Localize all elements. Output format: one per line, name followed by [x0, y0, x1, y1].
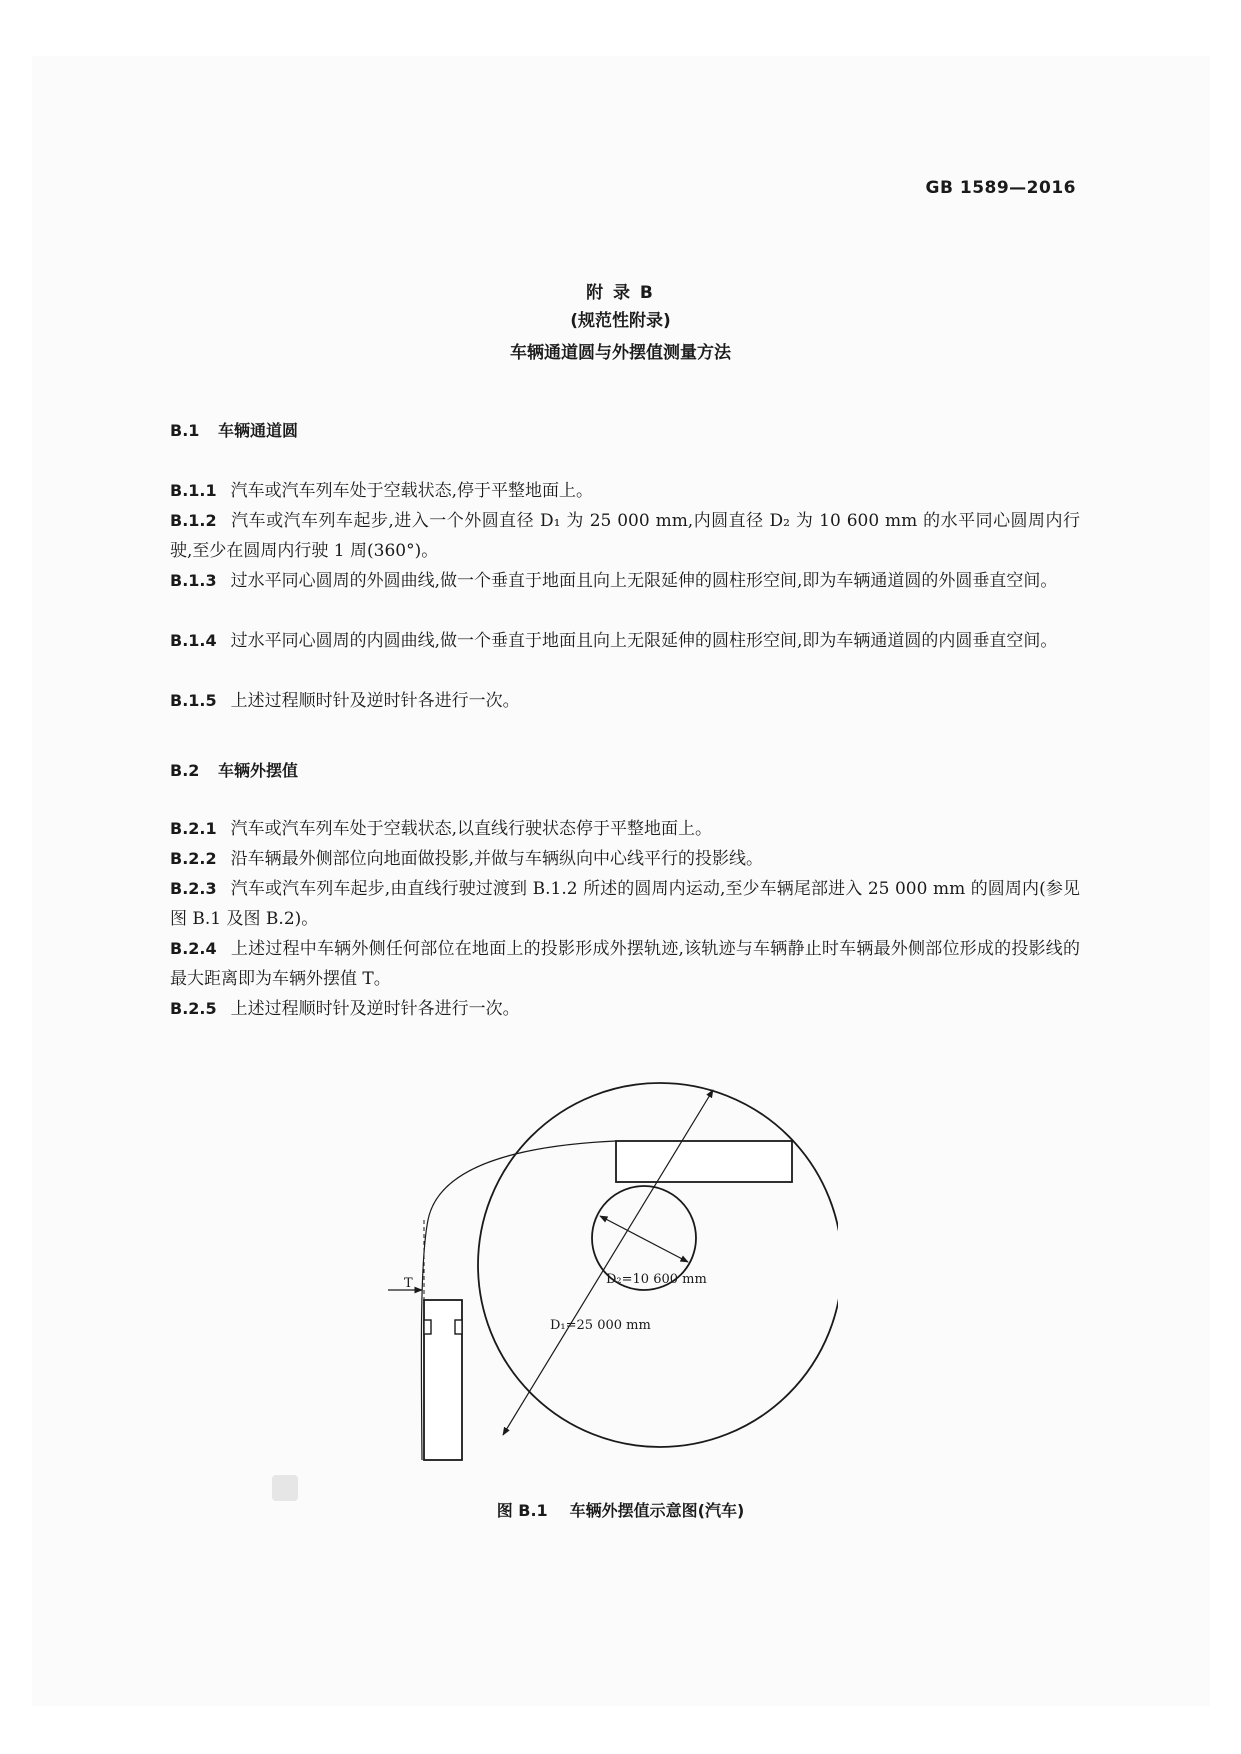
section-title: 车辆通道圆 [218, 421, 299, 440]
vehicle-body-turning [616, 1141, 792, 1182]
paragraph-text: 上述过程顺时针及逆时针各进行一次。 [230, 691, 520, 711]
paragraph-number: B.1.4 [170, 631, 217, 650]
paragraph-b2-1 [170, 814, 1080, 844]
paragraph-b2-5 [170, 994, 1080, 1024]
section-heading-b1 [170, 418, 298, 441]
paragraph-number: B.1.3 [170, 571, 217, 590]
appendix-type: (规范性附录) [570, 311, 671, 331]
outer-circle [478, 1083, 838, 1447]
figure-caption [0, 1498, 1241, 1521]
paragraph-b2-4 [170, 934, 1080, 994]
paragraph-text: 上述过程中车辆外侧任何部位在地面上的投影形成外摆轨迹,该轨迹与车辆静止时车辆最外侧部位形成的投影线的最大距离即为车辆外摆值 T。 [170, 939, 1080, 989]
paragraph-number: B.2.2 [170, 849, 217, 868]
paragraph-text: 汽车或汽车列车起步,进入一个外圆直径 D₁ 为 25 000 mm,内圆直径 D₂ 为 10 600 mm 的水平同心圆周内行驶,至少在圆周内行驶 1 周(360°)。 [170, 511, 1080, 561]
d2-label: D₂=10 600 mm [606, 1272, 707, 1287]
paragraph-text: 汽车或汽车列车起步,由直线行驶过渡到 B.1.2 所述的圆周内运动,至少车辆尾部进入 25 000 mm 的圆周内(参见图 B.1 及图 B.2)。 [170, 879, 1080, 929]
document-code: GB 1589—2016 [925, 178, 1076, 198]
paragraph-number: B.1.5 [170, 691, 217, 710]
wheel-right [455, 1320, 462, 1334]
paragraph-text: 上述过程顺时针及逆时针各进行一次。 [230, 999, 520, 1019]
section-title: 车辆外摆值 [218, 761, 299, 780]
paragraph-number: B.2.4 [170, 939, 217, 958]
paragraph-number: B.2.5 [170, 999, 217, 1018]
paragraph-text: 沿车辆最外侧部位向地面做投影,并做与车辆纵向中心线平行的投影线。 [230, 849, 764, 869]
paragraph-number: B.2.3 [170, 879, 217, 898]
paragraph-b1-1 [170, 476, 1080, 506]
paragraph-text: 过水平同心圆周的内圆曲线,做一个垂直于地面且向上无限延伸的圆柱形空间,即为车辆通道圆的内圆垂直空间。 [230, 631, 1058, 651]
appendix-title: 附 录 B [586, 283, 655, 303]
paragraph-b1-3 [170, 566, 1080, 596]
figure-b1 [388, 1050, 838, 1500]
section-number: B.1 [170, 421, 200, 440]
t-label: T [404, 1276, 413, 1291]
paragraph-number: B.1.2 [170, 511, 217, 530]
paragraph-text: 汽车或汽车列车处于空载状态,以直线行驶状态停于平整地面上。 [230, 819, 713, 839]
appendix-subtitle: 车辆通道圆与外摆值测量方法 [510, 343, 731, 363]
paragraph-b1-2 [170, 506, 1080, 566]
paragraph-b2-2 [170, 844, 1080, 874]
figure-caption-number: 图 B.1 [496, 1501, 548, 1520]
paragraph-text: 汽车或汽车列车处于空载状态,停于平整地面上。 [230, 481, 594, 501]
wheel-left [424, 1320, 431, 1334]
paragraph-text: 过水平同心圆周的外圆曲线,做一个垂直于地面且向上无限延伸的圆柱形空间,即为车辆通道圆的外圆垂直空间。 [230, 571, 1058, 591]
paragraph-b1-5 [170, 686, 1080, 716]
section-number: B.2 [170, 761, 200, 780]
section-heading-b2 [170, 758, 298, 781]
paragraph-b1-4 [170, 626, 1080, 656]
figure-caption-text: 车辆外摆值示意图(汽车) [569, 1501, 745, 1520]
paragraph-number: B.2.1 [170, 819, 217, 838]
paragraph-b2-3 [170, 874, 1080, 934]
paragraph-number: B.1.1 [170, 481, 217, 500]
d1-label: D₁=25 000 mm [550, 1318, 651, 1333]
